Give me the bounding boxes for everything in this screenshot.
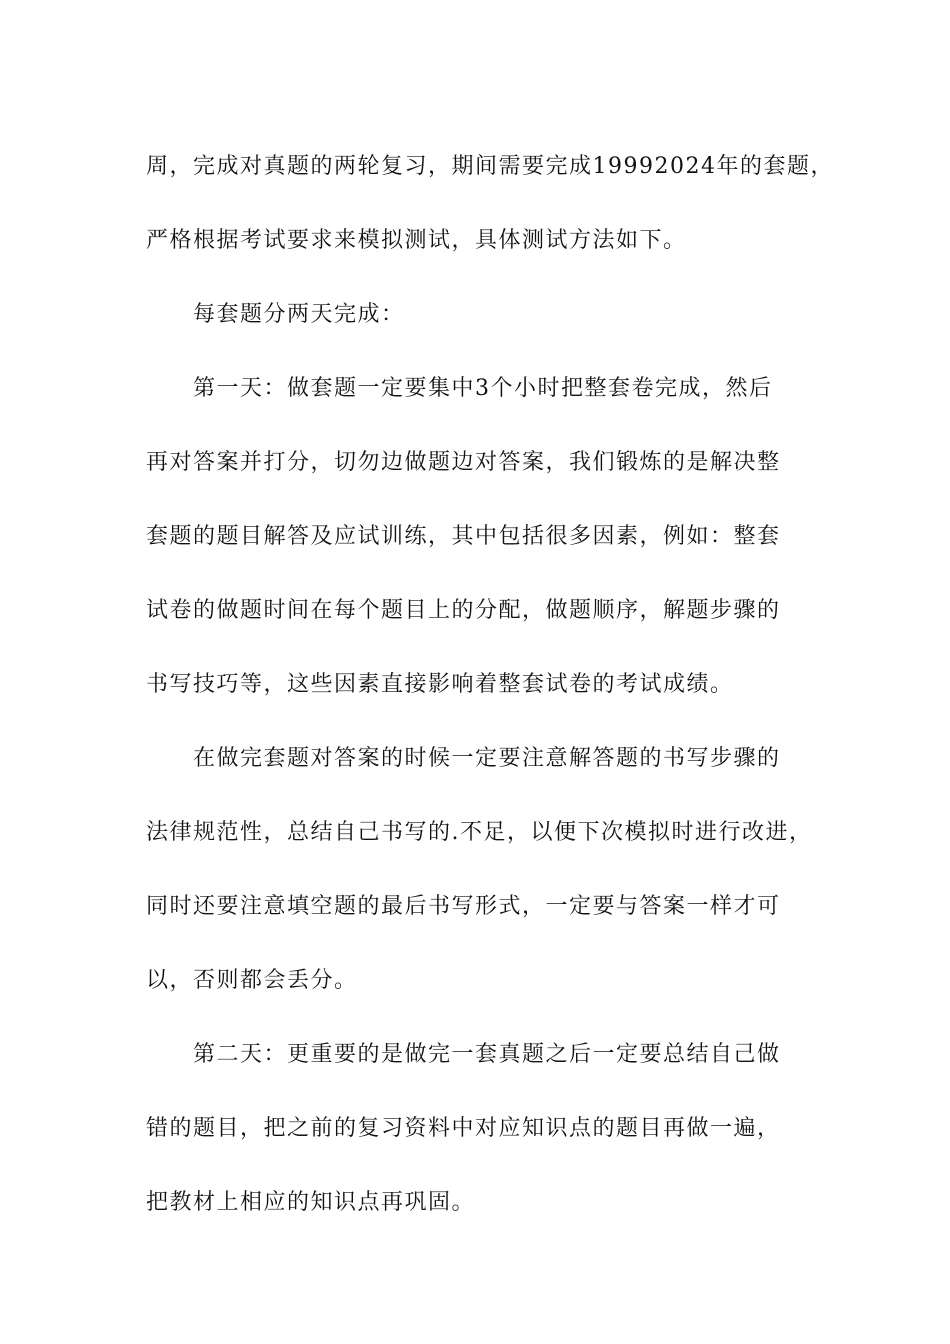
text-line: 把教材上相应的知识点再巩固。 [146,1190,476,1215]
text-line: 周，完成对真题的两轮复习，期间需要完成19992024年的套题， [146,154,834,179]
text-line: 再对答案并打分，切勿边做题边对答案，我们锻炼的是解决整 [146,450,781,475]
text-line: 在做完套题对答案的时候一定要注意解答题的书写步骤的 [193,746,781,771]
text-line: 第一天：做套题一定要集中3个小时把整套卷完成，然后 [193,376,773,401]
text-line: 试卷的做题时间在每个题目上的分配，做题顺序，解题步骤的 [146,598,781,623]
text-line: 第二天：更重要的是做完一套真题之后一定要总结自己做 [193,1042,781,1067]
text-line: 书写技巧等，这些因素直接影响着整套试卷的考试成绩。 [146,672,734,697]
text-line: 同时还要注意填空题的最后书写形式，一定要与答案一样才可 [146,894,781,919]
text-line: 套题的题目解答及应试训练，其中包括很多因素，例如：整套 [146,524,781,549]
document-body [146,130,846,1240]
text-line: 严格根据考试要求来模拟测试，具体测试方法如下。 [146,228,687,253]
text-line: 每套题分两天完成： [193,302,405,327]
text-line: 以，否则都会丢分。 [146,968,358,993]
text-line: 法律规范性，总结自己书写的.不足，以便下次模拟时进行改进， [146,820,813,845]
text-line: 错的题目，把之前的复习资料中对应知识点的题目再做一遍， [146,1116,781,1141]
